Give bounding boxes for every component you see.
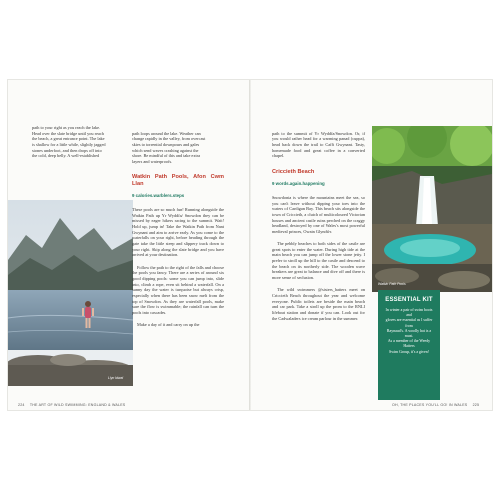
left-running-head: THE ART OF WILD SWIMMING: ENGLAND & WALES	[29, 403, 126, 407]
essential-kit-text: In winter a pair of swim boots and gloves are essential as I suffer from Raynaud's. A woolly hat is a must. As a member of the Weedy Hatters Swim Group, it's a given!	[385, 308, 433, 354]
waterfall-photo-image	[372, 126, 492, 292]
left-col2-intro: path loops around the lake. Weather can change rapidly in the valley, from overcast skies to torrential downpours and gales which send waves crashing against the shore. Be mindful of this and take extra layers and waterproofs.	[132, 130, 206, 164]
lake-photo	[8, 200, 133, 386]
right-page-number: 225	[472, 403, 480, 407]
watkin-body-3: Make a day of it and carry on up the	[137, 322, 200, 328]
essential-kit-box	[378, 290, 440, 400]
section-tags-watkin: 9 calories.warblers.steps	[132, 192, 185, 198]
section-title-criccieth: Criccieth Beach	[272, 168, 315, 175]
left-col1-text: path to your right as you reach the lake. Head over the slate bridge until you reach the beach, a great entrance point. The lake is shallow for a little while, slightly jagged stones underfoot, and then drops off into the cold, deep belly. A well-established	[32, 125, 106, 159]
waterfall-photo	[372, 126, 492, 292]
section-tags-criccieth: 9 words.again.happening	[272, 180, 325, 186]
waterfall-photo-caption: Watkin Path Pools	[378, 282, 406, 286]
criccieth-body-3: The wild swimmers @sisters_hatters meet on Criccieth Beach throughout the year and welcome everyone. Public toilets are beside the main beach and car park. Take a stroll up the prom to the RNLI lifeboat station and donate if you can. Look out for the Cadwaladers ice cream parlour in the summer.	[272, 287, 365, 321]
watkin-body-2: Follow the path to the right of the falls and choose the pools you fancy. There are a series of around six good dipping pools: some you can jump into, slide into, climb a rope, even sit behind a waterfall. On a sunny day the water is turquoise but always crisp, especially when there has been snow melt from the top of Snowdon. As they are waterfall pools, make sure the flow is swimmable; the rainfall can turn the pools into cascades.	[132, 264, 224, 315]
criccieth-body-2: The pebbly beaches to both sides of the castle are great spots to enter the water. During high tide at the main beach you can jump off the lower stone jetty. I prefer to stroll up the hill to the castle and descend to the beach on its northerly side. The wooden wave breakers are great to balance and dive off and there is more sense of seclusion.	[272, 241, 365, 281]
section-title-watkin: Watkin Path Pools, Afon Cwm Llan	[132, 174, 224, 187]
right-col3-intro: path to the summit of Yr Wyddfa/Snowdon. Or, if you would rather head for a warming panad (cuppa), head back down the trail to Caffi Gwynant. Tasty, homemade food and great coffee in a converted chapel.	[272, 130, 365, 159]
lake-photo-caption: Llyn Idwal	[108, 376, 124, 380]
criccieth-body-1: Snowdonia is where the mountains meet the sea, so you can't leave without dipping your toes into the waters of Cardigan Bay. This beach sits alongside the town of Criccieth, a clutch of multicoloured Victorian houses and ancient castle ruins perched on the craggy headland, destroyed by one of Wales's most powerful medieval princes, Owain Glyndŵr.	[272, 194, 365, 234]
watkin-body-1: These pools are so much fun! Running alongside the Watkin Path up Yr Wyddfa/ Snowdon they can be missed by eager hikers racing to the summit. Wait! Hold up, jump in! Take the Watkin Path from Nant Gwynant and aim to arrive early. As you come to the waterfalls on your right, before heading through the gate take the little steep and slippery track down to your right. Skip along the slate bridge and you have arrived at your destination.	[132, 207, 224, 258]
left-col2	[132, 125, 224, 335]
essential-kit-title: ESSENTIAL KIT	[385, 297, 433, 303]
right-running-head: OH, THE PLACES YOU'LL GO! IN WALES	[392, 403, 468, 407]
left-page-number: 224	[18, 403, 25, 407]
left-footer	[18, 403, 125, 407]
right-col3	[272, 125, 365, 328]
right-footer	[392, 403, 479, 407]
book-gutter	[249, 80, 251, 410]
lake-photo-image	[8, 200, 133, 386]
